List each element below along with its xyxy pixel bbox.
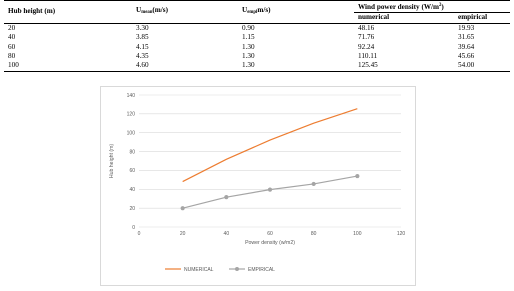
y-tick-label: 40 <box>129 187 135 194</box>
cell-empirical: 45.66 <box>458 52 475 61</box>
cell-hub-height: 40 <box>8 33 16 42</box>
cell-u-mean: 3.85 <box>136 33 149 42</box>
data-point-empirical <box>268 188 272 192</box>
y-tick-label: 120 <box>126 111 135 118</box>
data-point-empirical <box>224 195 228 199</box>
data-point-empirical <box>355 174 359 178</box>
cell-hub-height: 80 <box>8 52 16 61</box>
header-empirical: empirical <box>454 13 510 23</box>
cell-numerical: 110.11 <box>358 52 378 61</box>
cell-u-empirical: 1.30 <box>238 61 354 71</box>
cell-u-mean: 4.15 <box>136 42 149 51</box>
y-tick-label: 20 <box>129 205 135 212</box>
header-wpd-text: Wind power density (W/m <box>358 3 440 11</box>
table-row <box>4 23 510 33</box>
header-u-emp-unit: m/s) <box>257 6 271 15</box>
cell-numerical: 125.45 <box>354 61 454 71</box>
table-row <box>4 33 510 42</box>
y-tick-label: 80 <box>129 149 135 156</box>
y-tick-label: 100 <box>126 130 135 137</box>
y-axis-title: Hub height (m) <box>109 143 115 179</box>
table-row <box>4 43 510 52</box>
cell-numerical: 48.16 <box>358 23 375 32</box>
cell-u-empirical: 1.30 <box>242 52 255 61</box>
cell-u-mean: 3.30 <box>136 23 149 32</box>
wind-data-table <box>4 0 510 72</box>
header-u-mean-base: U <box>136 6 142 15</box>
x-tick-label: 20 <box>179 231 186 237</box>
legend-label-numerical: NUMERICAL <box>184 266 214 273</box>
x-tick-label: 120 <box>396 231 406 237</box>
header-wpd-sup: 2 <box>439 3 442 8</box>
x-axis-title: Power density (w/m2) <box>245 240 295 246</box>
cell-empirical: 54.00 <box>454 61 510 71</box>
header-wpd-close: ) <box>441 3 444 11</box>
y-tick-label: 60 <box>129 168 135 175</box>
cell-u-mean: 4.35 <box>136 52 149 61</box>
y-tick-label: 0 <box>132 224 135 231</box>
cell-hub-height: 100 <box>4 61 132 71</box>
cell-empirical: 19.93 <box>458 23 475 32</box>
cell-hub-height: 60 <box>8 42 16 51</box>
chart-area <box>100 86 416 286</box>
cell-numerical: 71.76 <box>358 33 375 42</box>
table-row <box>4 61 510 71</box>
header-wind-power-density <box>354 1 510 13</box>
header-u-mean <box>132 1 238 24</box>
cell-hub-height: 20 <box>8 23 16 32</box>
x-tick-label: 60 <box>267 231 273 237</box>
x-tick-label: 80 <box>310 231 317 237</box>
data-point-empirical <box>312 182 316 186</box>
header-numerical: numerical <box>354 13 454 23</box>
header-hub-height: Hub height (m) <box>4 1 132 24</box>
header-u-emp-base: U <box>242 6 248 15</box>
data-table <box>4 0 510 72</box>
cell-empirical: 31.65 <box>458 33 475 42</box>
x-tick-label: 100 <box>353 231 362 237</box>
legend-label-empirical: EMPIRICAL <box>248 266 275 273</box>
x-tick-label: 40 <box>223 231 230 237</box>
data-point-empirical <box>181 206 185 210</box>
header-u-mean-sub: mean <box>141 10 153 16</box>
header-u-empirical <box>238 1 354 24</box>
header-u-mean-unit: (m/s) <box>152 6 168 15</box>
cell-u-empirical: 1.30 <box>242 42 255 51</box>
cell-u-empirical: 1.15 <box>242 33 255 42</box>
cell-numerical: 92.24 <box>358 42 375 51</box>
x-tick-label: 0 <box>137 231 141 237</box>
y-tick-label: 140 <box>126 92 135 99</box>
line-chart <box>101 87 415 285</box>
header-u-emp-sub: empl <box>247 10 258 16</box>
cell-empirical: 39.64 <box>458 42 475 51</box>
cell-u-empirical: 0.90 <box>242 23 255 32</box>
table-row <box>4 52 510 61</box>
series-line-empirical <box>183 176 358 208</box>
cell-u-mean: 4.60 <box>132 61 238 71</box>
legend-marker-empirical <box>235 267 239 271</box>
